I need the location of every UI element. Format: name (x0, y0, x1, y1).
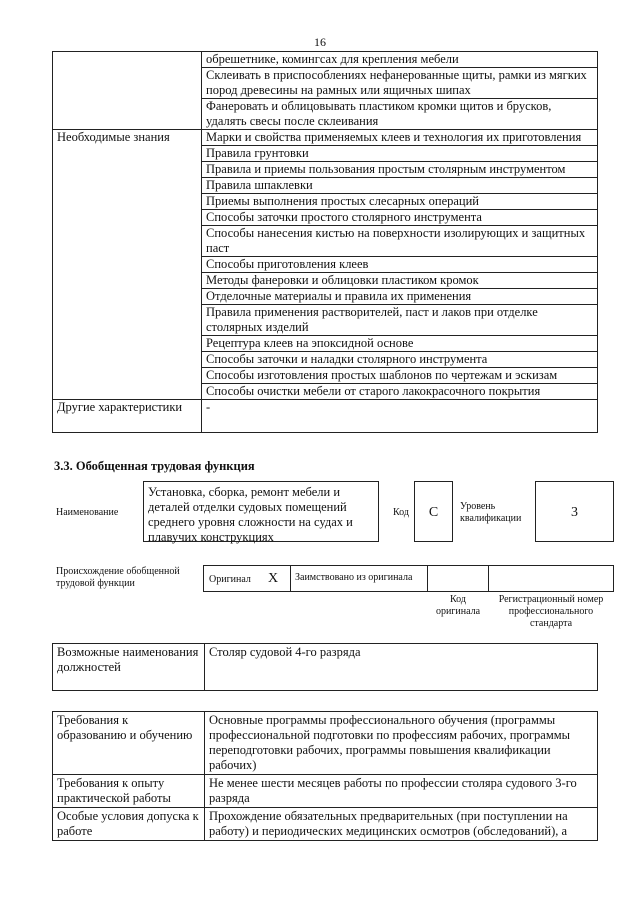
code-caption: Код оригинала (435, 594, 481, 617)
positions-label: Возможные наименования должностей (53, 644, 205, 691)
skills-table (52, 51, 598, 433)
section-title: 3.3. Обобщенная трудовая функция (54, 459, 255, 473)
origin-code-cell (427, 565, 489, 592)
row-cell: Правила и приемы пользования простым столярным инструментом (202, 162, 598, 178)
table-row (53, 52, 598, 68)
requirement-value: Не менее шести месяцев работы по профессии столяра судового 3-го разряда (205, 775, 598, 808)
row-cell: Способы заточки простого столярного инструмента (202, 210, 598, 226)
row-cell: - (202, 400, 598, 433)
requirement-value: Основные программы профессионального обучения (программы профессиональной подготовки по профессиям рабочих, программы переподготовки рабочих, программы повышения квалификации рабочих) (205, 712, 598, 775)
positions-value: Столяр судовой 4-го разряда (205, 644, 598, 691)
code-label: Код (393, 507, 409, 518)
row-cell: Фанеровать и облицовывать пластиком кромки щитов и брусков, удалять свесы после склеивания (202, 99, 598, 130)
row-cell: Способы изготовления простых шаблонов по чертежам и эскизам (202, 368, 598, 384)
original-label: Оригинал (209, 574, 251, 585)
row-cell: Марки и свойства применяемых клеев и технология их приготовления (202, 130, 598, 146)
function-name-label: Наименование (56, 507, 119, 518)
positions-table (52, 643, 598, 691)
requirement-value: Прохождение обязательных предварительных (при поступлении на работу) и периодических медицинских осмотров (обследований), а (205, 808, 598, 841)
level-value: 3 (571, 505, 578, 520)
reg-caption: Регистрационный номер профессионального стандарта (498, 594, 604, 629)
borrowed-label: Заимствовано из оригинала (295, 572, 413, 583)
row-cell: Склеивать в приспособлениях нефанерованные щиты, рамки из мягких пород древесины на рамных или ящичных шипах (202, 68, 598, 99)
function-name-box (143, 481, 379, 542)
requirement-label: Требования к образованию и обучению (53, 712, 205, 775)
row-cell: обрешетнике, комингсах для крепления мебели (202, 52, 598, 68)
table-row (53, 712, 598, 775)
row-cell: Правила шпаклевки (202, 178, 598, 194)
level-box (535, 481, 614, 542)
row-cell: Способы приготовления клеев (202, 257, 598, 273)
requirements-table (52, 711, 598, 841)
row-cell: Способы нанесения кистью на поверхности изолирующих и защитных паст (202, 226, 598, 257)
row-cell: Способы заточки и наладки столярного инструмента (202, 352, 598, 368)
row-cell: Методы фанеровки и облицовки пластиком кромок (202, 273, 598, 289)
row-label: Другие характеристики (53, 400, 202, 433)
row-cell: Способы очистки мебели от старого лакокрасочного покрытия (202, 384, 598, 400)
table-row (53, 808, 598, 841)
origin-label: Происхождение обобщенной трудовой функции (56, 566, 180, 589)
row-cell: Отделочные материалы и правила их применения (202, 289, 598, 305)
code-value: C (428, 505, 439, 520)
row-cell: Рецептура клеев на эпоксидной основе (202, 336, 598, 352)
row-label (53, 52, 202, 130)
origin-original-cell (203, 565, 291, 592)
row-cell: Правила применения растворителей, паст и лаков при отделке столярных изделий (202, 305, 598, 336)
table-row (53, 400, 598, 433)
page-number: 16 (314, 35, 326, 49)
table-row (53, 130, 598, 146)
requirement-label: Требования к опыту практической работы (53, 775, 205, 808)
level-label: Уровень квалификации (460, 501, 522, 524)
requirement-label: Особые условия допуска к работе (53, 808, 205, 841)
row-cell: Правила грунтовки (202, 146, 598, 162)
original-mark: X (268, 571, 279, 586)
table-row (53, 775, 598, 808)
row-cell: Приемы выполнения простых слесарных операций (202, 194, 598, 210)
row-label: Необходимые знания (53, 130, 202, 400)
function-name-value: Установка, сборка, ремонт мебели и деталей отделки судовых помещений среднего уровня сложности на судах и плавучих конструкциях (148, 485, 353, 544)
code-box (414, 481, 453, 542)
origin-reg-cell (488, 565, 614, 592)
origin-borrowed-cell (290, 565, 428, 592)
